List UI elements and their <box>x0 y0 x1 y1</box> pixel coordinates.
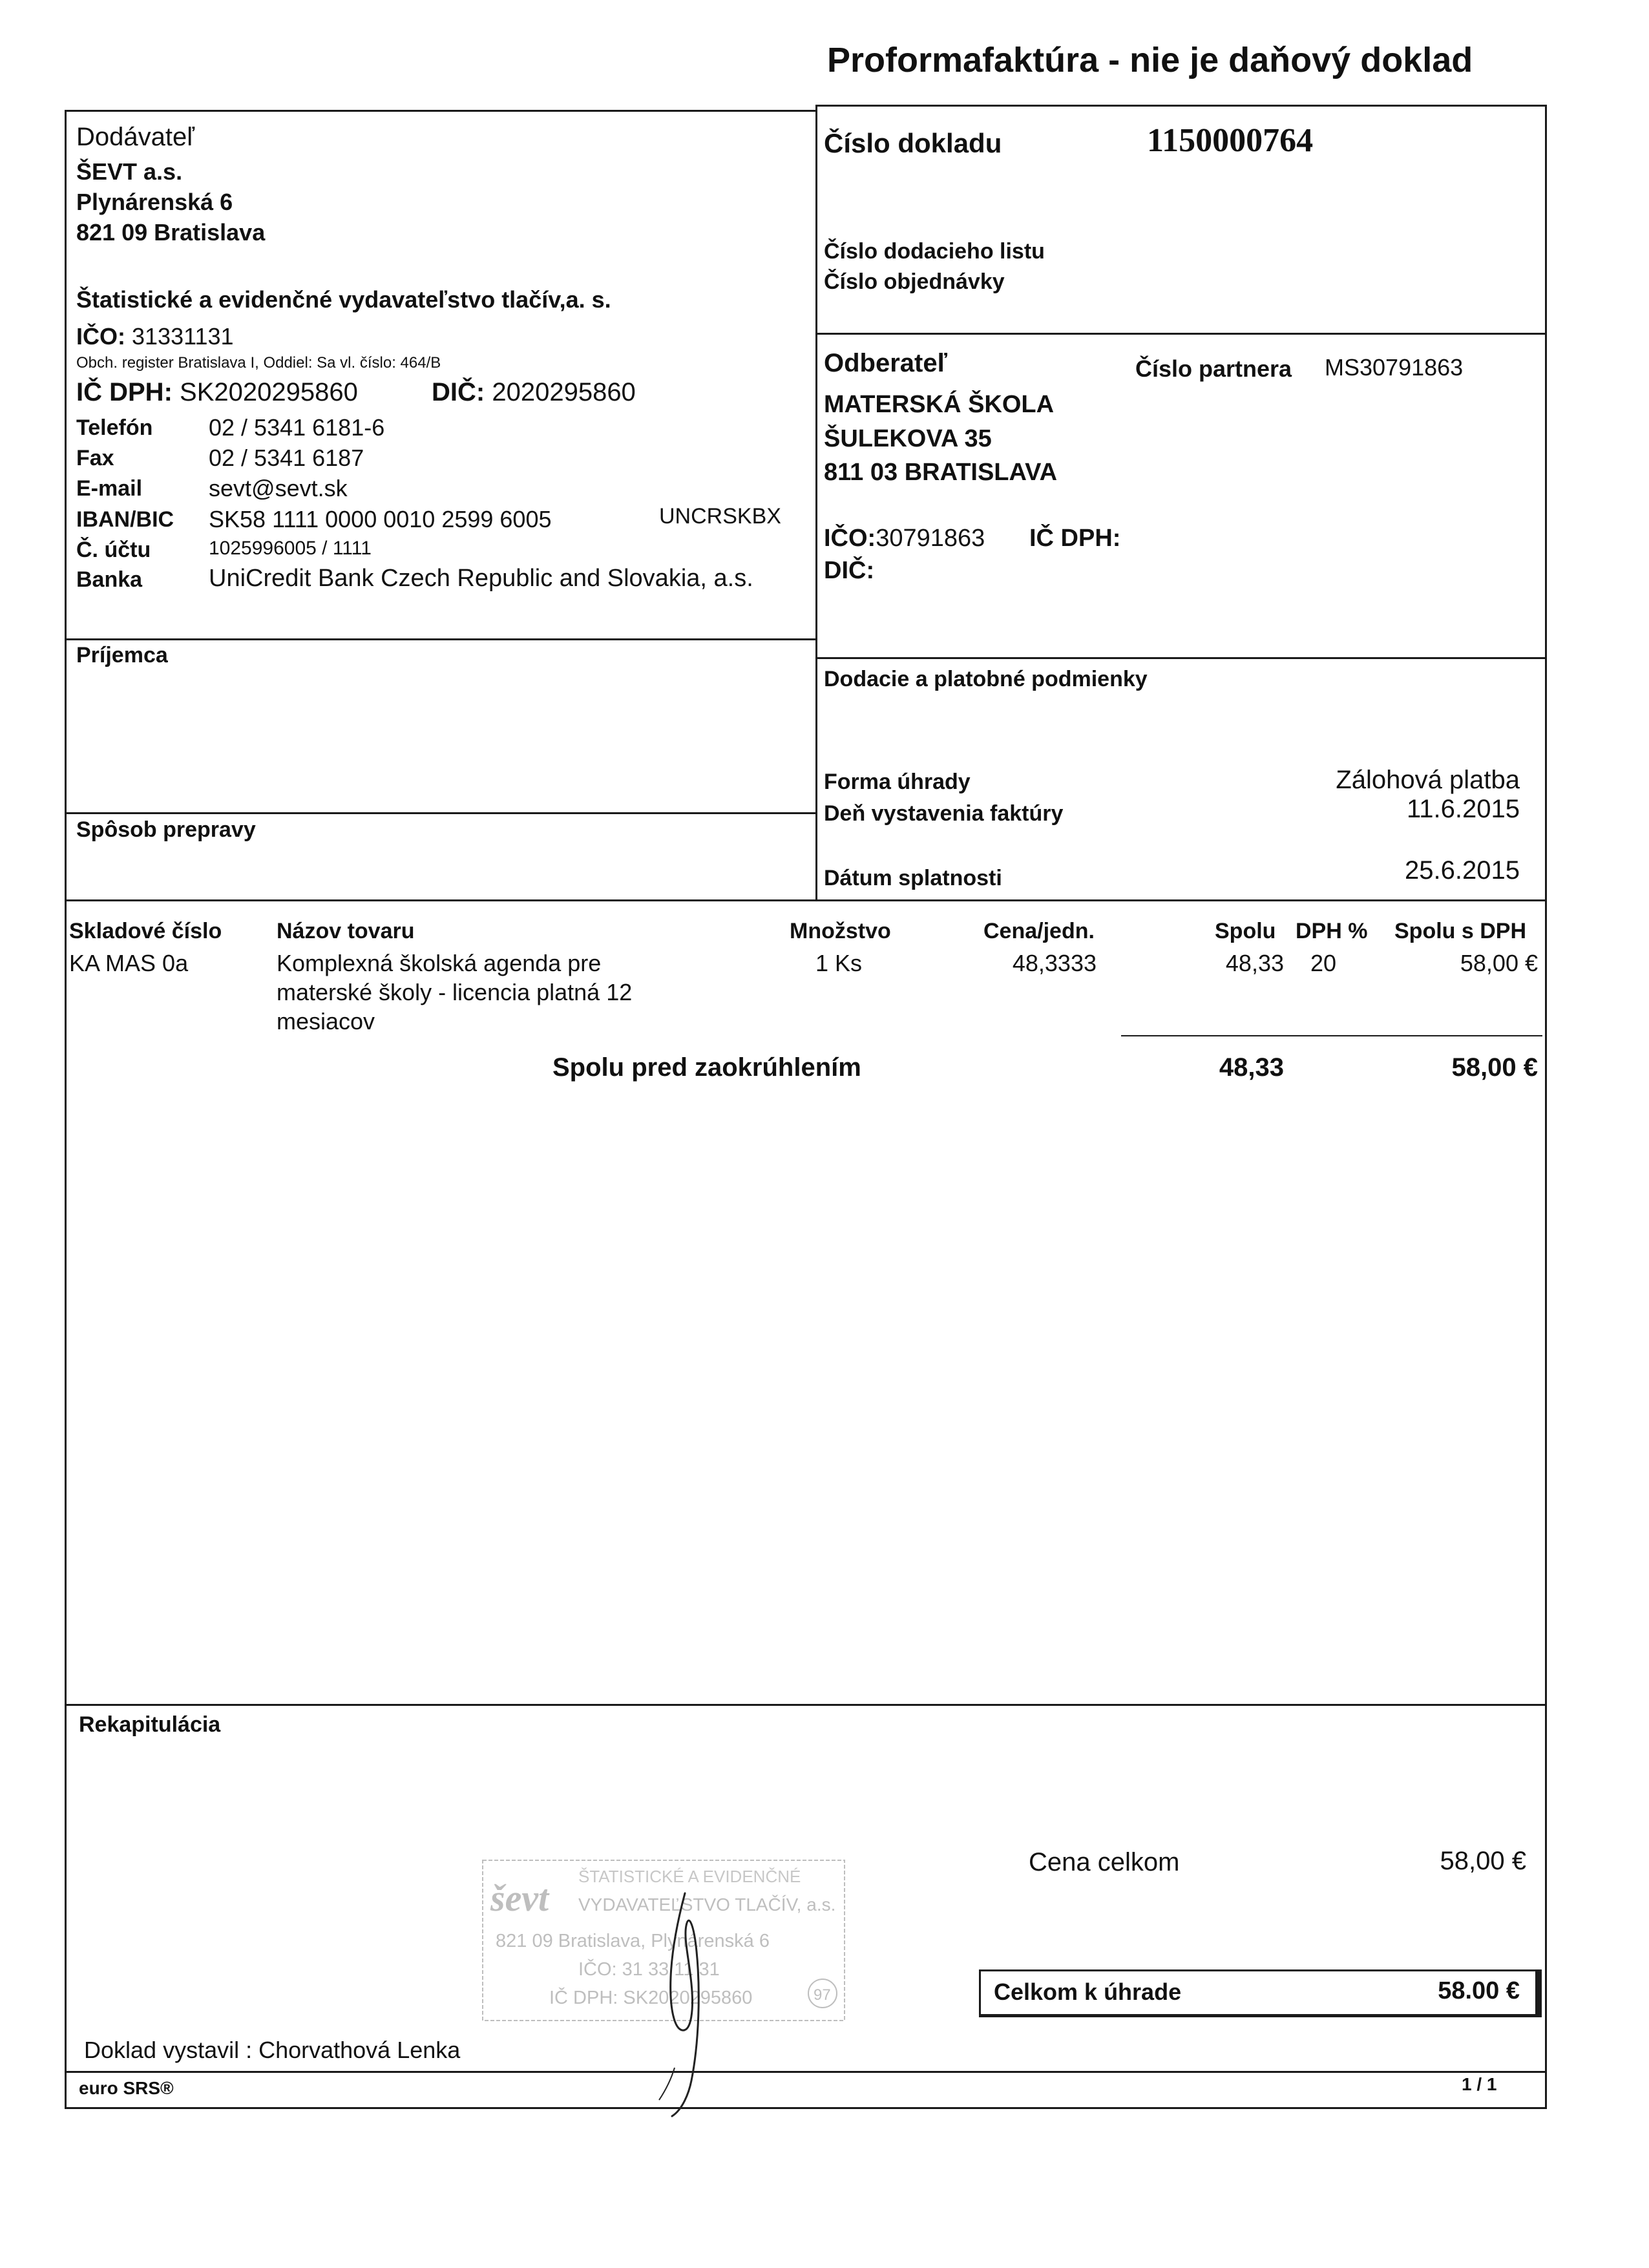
supplier-name: ŠEVT a.s. <box>76 158 183 185</box>
item-name-line-2: materské školy - licencia platná 12 <box>277 979 633 1005</box>
supplier-email: sevt@sevt.sk <box>209 475 348 501</box>
supplier-ico <box>76 323 234 350</box>
supplier-fax-label: Fax <box>76 446 114 470</box>
col-unit-price-header: Cena/jedn. <box>983 919 1095 943</box>
frame-top-right <box>815 105 1547 107</box>
issued-by: Doklad vystavil : Chorvathová Lenka <box>84 2037 461 2063</box>
item-qty: 1 Ks <box>815 950 863 976</box>
amount-due-label: Celkom k úhrade <box>994 1979 1182 2005</box>
divider-customer-terms <box>815 657 1547 659</box>
svg-text:IČO: 31 33 11 31: IČO: 31 33 11 31 <box>578 1959 720 1980</box>
supplier-register: Obch. register Bratislava I, Oddiel: Sa vl. číslo: 464/B <box>76 354 441 372</box>
item-name-line-1: Komplexná školská agenda pre <box>277 950 602 976</box>
supplier-iban: SK58 1111 0000 0010 2599 6005 <box>209 506 552 532</box>
col-sku-header: Skladové číslo <box>69 919 222 943</box>
transport-label: Spôsob prepravy <box>76 817 256 842</box>
supplier-ico-label: IČO: <box>76 323 125 350</box>
col-total-vat-header: Spolu s DPH <box>1394 919 1527 943</box>
supplier-city: 821 09 Bratislava <box>76 219 266 246</box>
recap-heading: Rekapitulácia <box>79 1712 221 1737</box>
amount-due-value: 58.00 € <box>1438 1977 1520 2004</box>
svg-text:ŠTATISTICKÉ A EVIDENČNÉ: ŠTATISTICKÉ A EVIDENČNÉ <box>578 1867 801 1886</box>
supplier-ico-value: 31331131 <box>132 323 234 350</box>
supplier-dic <box>432 378 636 407</box>
supplier-street: Plynárenská 6 <box>76 189 233 215</box>
item-total: 48,33 <box>1225 950 1284 976</box>
divider-header-items <box>65 899 1547 901</box>
supplier-account-label: Č. účtu <box>76 538 151 562</box>
subtotal-value: 48,33 <box>1219 1053 1284 1082</box>
due-date: 25.6.2015 <box>1405 856 1520 885</box>
col-total-header: Spolu <box>1215 919 1276 943</box>
frame-right <box>1545 105 1547 2108</box>
customer-street: ŠULEKOVA 35 <box>824 425 992 452</box>
document-number-label: Číslo dokladu <box>824 128 1002 158</box>
frame-bottom <box>65 2107 1547 2109</box>
customer-icdph-label: IČ DPH: <box>1029 525 1121 552</box>
subtotal-label: Spolu pred zaokrúhlením <box>552 1053 861 1082</box>
document-number: 1150000764 <box>1147 122 1314 159</box>
subtotal-vat-value: 58,00 € <box>1451 1053 1538 1082</box>
customer-ico <box>824 525 985 552</box>
supplier-fax: 02 / 5341 6187 <box>209 445 364 471</box>
recap-total-label: Cena celkom <box>1029 1848 1180 1876</box>
payment-method-label: Forma úhrady <box>824 770 971 794</box>
order-number-label: Číslo objednávky <box>824 269 1005 294</box>
issue-date-label: Deň vystavenia faktúry <box>824 801 1064 826</box>
item-total-vat: 58,00 € <box>1460 950 1538 976</box>
frame-top-left <box>65 110 815 112</box>
customer-ico-label: IČO: <box>824 525 876 552</box>
supplier-full-name: Štatistické a evidenčné vydavateľstvo tlačív,a. s. <box>76 286 611 313</box>
svg-text:ševt: ševt <box>490 1877 549 1919</box>
customer-name: MATERSKÁ ŠKOLA <box>824 391 1055 418</box>
supplier-icdph-label: IČ DPH: <box>76 378 173 406</box>
supplier-icdph-value: SK2020295860 <box>180 378 358 406</box>
payment-method: Zálohová platba <box>1336 766 1520 794</box>
supplier-bank: UniCredit Bank Czech Republic and Slovakia, a.s. <box>209 565 753 592</box>
svg-text:97: 97 <box>814 1986 831 2004</box>
customer-ico-value: 30791863 <box>876 525 985 552</box>
supplier-phone: 02 / 5341 6181-6 <box>209 414 385 441</box>
supplier-bank-label: Banka <box>76 567 143 592</box>
svg-text:821 09 Bratislava, Plynárenská: 821 09 Bratislava, Plynárenská 6 <box>496 1931 770 1951</box>
supplier-email-label: E-mail <box>76 476 143 501</box>
col-name-header: Názov tovaru <box>277 919 415 943</box>
item-sku: KA MAS 0a <box>69 950 189 976</box>
customer-dic-label: DIČ: <box>824 557 875 584</box>
item-vat-pct: 20 <box>1310 950 1337 976</box>
document-title: Proformafaktúra - nie je daňový doklad <box>827 41 1473 79</box>
svg-text:IČ DPH: SK2020295860: IČ DPH: SK2020295860 <box>549 1988 753 2008</box>
subtotal-rule <box>1121 1035 1542 1036</box>
item-name-line-3: mesiacov <box>277 1008 375 1034</box>
supplier-bic: UNCRSKBX <box>659 504 781 529</box>
issue-date: 11.6.2015 <box>1407 795 1520 823</box>
handwritten-signature <box>646 1887 737 2119</box>
svg-text:VYDAVATEĽSTVO TLAČÍV, a.s.: VYDAVATEĽSTVO TLAČÍV, a.s. <box>578 1895 836 1915</box>
recap-total-value: 58,00 € <box>1440 1847 1526 1875</box>
recipient-label: Príjemca <box>76 643 168 667</box>
footer-left: euro SRS® <box>79 2078 174 2098</box>
delivery-note-label: Číslo dodacieho listu <box>824 239 1045 264</box>
customer-partner-label: Číslo partnera <box>1135 355 1292 382</box>
frame-left <box>65 110 67 2109</box>
customer-heading: Odberateľ <box>824 349 948 377</box>
supplier-iban-label: IBAN/BIC <box>76 507 174 532</box>
due-date-label: Dátum splatnosti <box>824 866 1002 890</box>
supplier-dic-label: DIČ: <box>432 378 485 406</box>
col-vat-header: DPH % <box>1296 919 1368 943</box>
col-qty-header: Množstvo <box>790 919 891 943</box>
divider-recipient-transport <box>65 812 815 814</box>
supplier-icdph <box>76 378 358 407</box>
divider-footer <box>65 2071 1547 2073</box>
supplier-phone-label: Telefón <box>76 415 153 440</box>
item-unit-price: 48,3333 <box>1012 950 1097 976</box>
supplier-heading: Dodávateľ <box>76 123 194 151</box>
supplier-dic-value: 2020295860 <box>492 378 636 406</box>
divider-items-recap <box>65 1704 1547 1706</box>
divider-document-customer <box>815 333 1547 335</box>
page-number: 1 / 1 <box>1462 2074 1497 2094</box>
customer-partner: MS30791863 <box>1325 354 1464 381</box>
supplier-account: 1025996005 / 1111 <box>209 538 372 559</box>
terms-heading: Dodacie a platobné podmienky <box>824 667 1148 691</box>
divider-supplier-bottom <box>65 638 815 640</box>
frame-middle-divider <box>815 105 817 899</box>
customer-city: 811 03 BRATISLAVA <box>824 459 1058 486</box>
